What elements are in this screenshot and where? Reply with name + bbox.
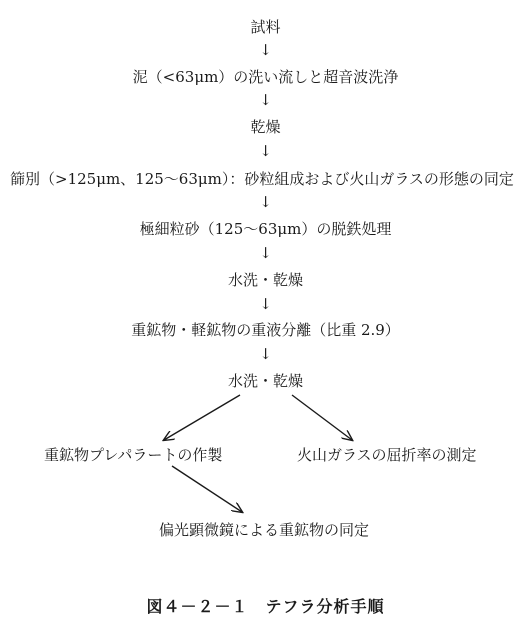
down-arrow-icon: ↓ [259,142,272,160]
step-rinse-dry-2: 水洗・乾燥 [227,372,303,390]
down-arrow-icon: ↓ [259,193,272,211]
step-washing: 泥（<63μm）の洗い流しと超音波洗浄 [132,68,399,86]
step-heavy-liquid-separation: 重鉱物・軽鉱物の重液分離（比重 2.9） [131,321,400,339]
step-heavy-mineral-slide: 重鉱物プレパラートの作製 [44,446,223,464]
down-arrow-icon: ↓ [259,244,272,262]
figure-caption: 図４－２－１ テフラ分析手順 [146,597,385,616]
branch-right-arrow [292,395,352,440]
step-glass-refractive-index: 火山ガラスの屈折率の測定 [297,446,477,464]
down-arrow-icon: ↓ [259,295,272,313]
down-arrow-icon: ↓ [259,91,272,109]
down-arrow-icon: ↓ [259,345,272,363]
step-drying: 乾燥 [250,118,281,136]
step-sieving: 篩別（>125μm、125〜63μm）：砂粒組成および火山ガラスの形態の同定 [10,170,514,188]
step-sample: 試料 [250,18,281,36]
branch-left-arrow [164,395,240,440]
step-rinse-dry: 水洗・乾燥 [227,271,303,289]
branch-final-arrow [172,466,242,512]
step-iron-removal: 極細粒砂（125〜63μm）の脱鉄処理 [139,220,392,238]
step-microscope-identification: 偏光顕微鏡による重鉱物の同定 [159,521,370,539]
down-arrow-icon: ↓ [259,41,272,59]
